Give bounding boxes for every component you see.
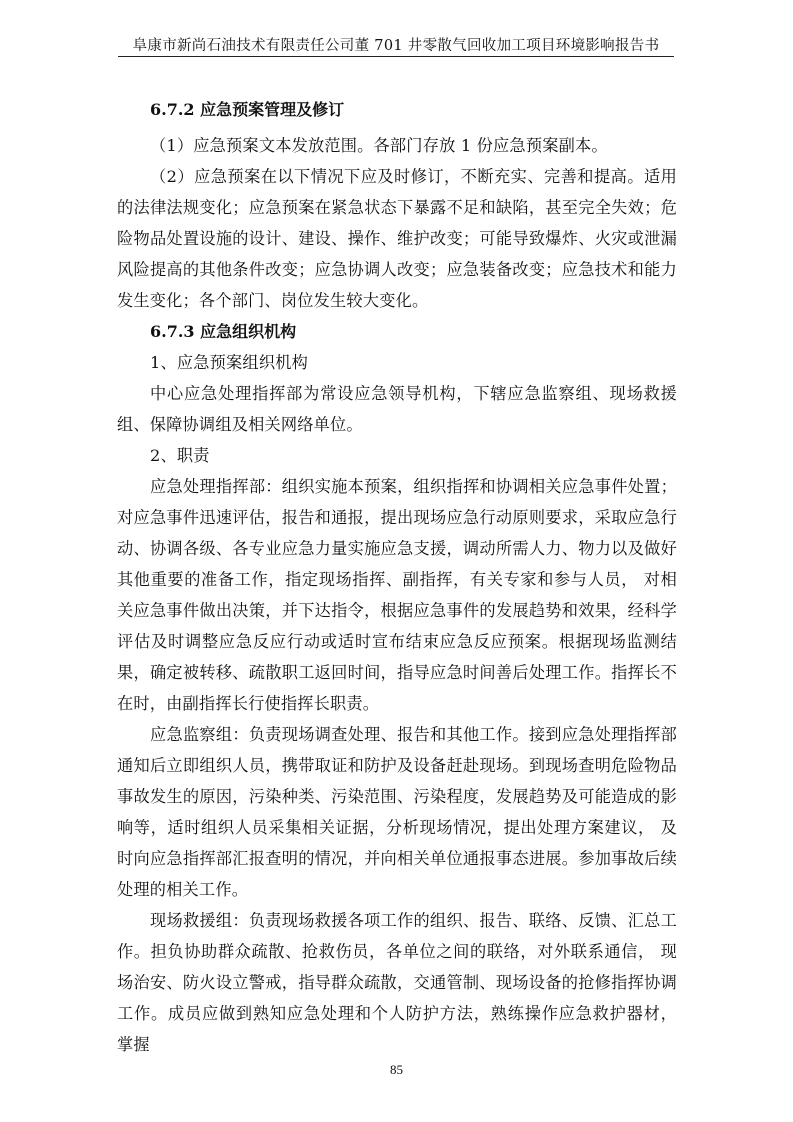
- page-header: 阜康市新尚石油技术有限责任公司董 701 井零散气回收加工项目环境影响报告书: [132, 38, 660, 54]
- paragraph-673-2: 应急处理指挥部：组织实施本预案，组织指挥和协调相关应急事件处置；对应急事件迅速评估，报告和通报，提出现场应急行动原则要求，采取应急行动、协调各级、各专业应急力量实施应急支援，调动所需人力、物力以及做好其他重要的准备工作，指定现场指挥、副指挥，有关专家和参与人员， 对相关应急事件做出决策，并下达指令，根据应急事件的发展趋势和效果，经科学评估及时调整应急反应行动或适时宣布结束应急反应预案。根据现场监测结果，确定被转移、疏散职工返回时间，指导应急时间善后处理工作。指挥长不在时，由副指挥长行使指挥长职责。: [117, 477, 677, 713]
- paragraph-673-4: 现场救援组：负责现场救援各项工作的组织、报告、联络、反馈、汇总工作。担负协助群众疏散、抢救伤员，各单位之间的联络，对外联系通信， 现场治安、防火设立警戒，指导群众疏散，交通管制、现场设备的抢修指挥协调工作。成员应做到熟知应急处理和个人防护方法，熟练操作应急救护器材， 掌握: [117, 911, 677, 1054]
- header-rule: [118, 56, 674, 57]
- subheading-673-2: 2、职责: [150, 446, 210, 465]
- section-heading-673: 6.7.3 应急组织机构: [150, 322, 297, 341]
- paragraph-673-1: 中心应急处理指挥部为常设应急领导机构，下辖应急监察组、现场救援组、保障协调组及相关网络单位。: [117, 384, 677, 434]
- paragraph-672-1: （1）应急预案文本发放范围。各部门存放 1 份应急预案副本。: [150, 136, 608, 155]
- document-body: [117, 94, 677, 1060]
- paragraph-672-2: （2）应急预案在以下情况下应及时修订，不断充实、完善和提高。适用的法律法规变化；应急预案在紧急状态下暴露不足和缺陷，甚至完全失效；危险物品处置设施的设计、建设、操作、维护改变；可能导致爆炸、火灾或泄漏风险提高的其他条件改变；应急协调人改变；应急装备改变；应急技术和能力发生变化；各个部门、岗位发生较大变化。: [117, 167, 677, 310]
- page-number: 85: [390, 1062, 403, 1077]
- section-heading-672: 6.7.2 应急预案管理及修订: [150, 100, 345, 119]
- subheading-673-1: 1、应急预案组织机构: [150, 353, 308, 372]
- paragraph-673-3: 应急监察组：负责现场调查处理、报告和其他工作。接到应急处理指挥部通知后立即组织人员，携带取证和防护及设备赶赴现场。到现场查明危险物品事故发生的原因，污染种类、污染范围、污染程度，发展趋势及可能造成的影响等，适时组织人员采集相关证据，分析现场情况，提出处理方案建议， 及时向应急指挥部汇报查明的情况，并向相关单位通报事态进展。参加事故后续处理的相关工作。: [117, 725, 677, 899]
